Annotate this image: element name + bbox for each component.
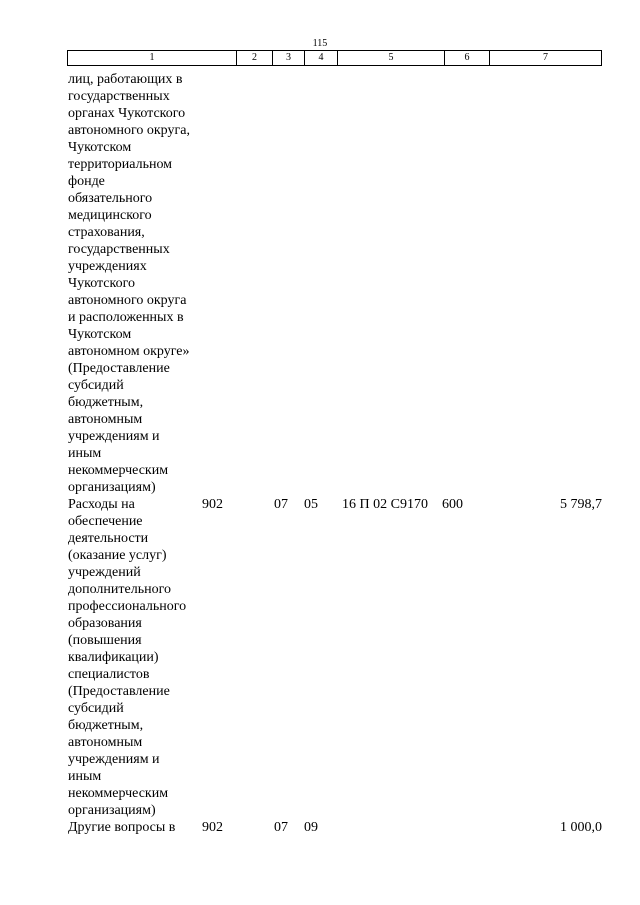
row-name-line: фонде: [68, 174, 105, 189]
row-name-line: автономном округе»: [68, 344, 190, 359]
row-name-line: (Предоставление: [68, 684, 170, 699]
row-name-line: автономным: [68, 735, 143, 750]
table-row: [68, 71, 602, 496]
row-name-line: медицинского: [68, 208, 152, 223]
row-name-line: (повышения: [68, 633, 142, 648]
row-name-line: и расположенных в: [68, 310, 184, 325]
row-name-line: образования: [68, 616, 142, 631]
table-header: [67, 50, 602, 66]
row-name-cell: [68, 819, 202, 836]
row-name-line: субсидий: [68, 378, 124, 393]
page-number: 115: [312, 38, 328, 49]
row-name-line: квалификации): [68, 650, 159, 665]
row-name-cell: [68, 496, 202, 819]
row-name-line: дополнительного: [68, 582, 171, 597]
row-name-line: обязательного: [68, 191, 153, 206]
column-header-7: 7: [543, 52, 548, 63]
row-sum-cell: 1 000,0: [560, 820, 602, 835]
row-name-line: органах Чукотского: [68, 106, 186, 121]
row-pr-cell: 05: [304, 497, 318, 512]
row-rz-cell: 07: [274, 497, 288, 512]
row-name-line: некоммерческим: [68, 463, 169, 478]
row-name-line: автономным: [68, 412, 143, 427]
row-sum-cell: 5 798,7: [560, 497, 602, 512]
row-name-line: учреждениях: [68, 259, 147, 274]
row-name-line: субсидий: [68, 701, 124, 716]
row-name-line: автономного округа: [68, 293, 187, 308]
row-name-line: Чукотского: [68, 276, 135, 291]
row-name-line: профессионального: [68, 599, 187, 614]
row-name-cell: [68, 71, 202, 496]
column-header-4: 4: [305, 51, 338, 65]
row-name-line: специалистов: [68, 667, 150, 682]
row-name-line: (оказание услуг): [68, 548, 167, 563]
row-name-line: лиц, работающих в: [68, 72, 183, 87]
row-name-line: Чукотском: [68, 140, 132, 155]
row-name-line: деятельности: [68, 531, 149, 546]
table-row: [68, 496, 602, 819]
row-name-line: автономного округа,: [68, 123, 190, 138]
row-name-line: Другие вопросы в: [68, 820, 176, 835]
column-header-6: 6: [445, 51, 490, 65]
row-name-line: Расходы на: [68, 497, 135, 512]
row-name-line: организациям): [68, 803, 156, 818]
row-name-line: организациям): [68, 480, 156, 495]
row-name-line: обеспечение: [68, 514, 143, 529]
row-name-line: территориальном: [68, 157, 173, 172]
row-name-line: некоммерческим: [68, 786, 169, 801]
row-csr-cell: 16 П 02 С9170: [342, 497, 428, 512]
column-header-5: 5: [338, 51, 445, 65]
column-header-2: 2: [237, 51, 273, 65]
row-name-line: учреждений: [68, 565, 141, 580]
row-name-line: государственных: [68, 89, 170, 104]
row-rz-cell: 07: [274, 820, 288, 835]
row-name-line: страхования,: [68, 225, 145, 240]
column-header-1: 1: [68, 51, 237, 65]
row-name-line: государственных: [68, 242, 170, 257]
row-gr-cell: 902: [202, 497, 223, 512]
row-name-line: бюджетным,: [68, 718, 144, 733]
row-name-line: (Предоставление: [68, 361, 170, 376]
row-name-line: Чукотском: [68, 327, 132, 342]
row-name-line: учреждениям и: [68, 752, 160, 767]
row-vr-cell: 600: [442, 497, 463, 512]
budget-table-body: [68, 71, 602, 836]
table-row: [68, 819, 602, 836]
row-pr-cell: 09: [304, 820, 318, 835]
column-header-3: 3: [273, 51, 305, 65]
row-name-line: учреждениям и: [68, 429, 160, 444]
row-gr-cell: 902: [202, 820, 223, 835]
row-name-line: иным: [68, 446, 102, 461]
row-name-line: бюджетным,: [68, 395, 144, 410]
row-name-line: иным: [68, 769, 102, 784]
